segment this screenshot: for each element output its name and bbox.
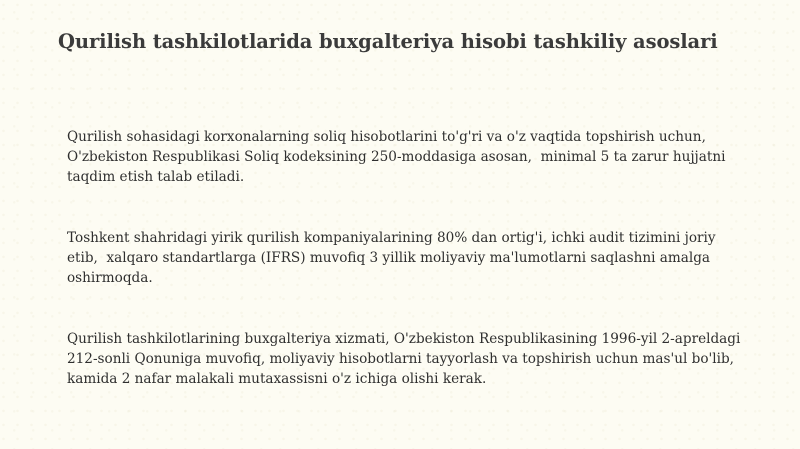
paragraph-soliq-hisobotlari <box>67 127 767 187</box>
paragraph-line: kamida 2 nafar malakali mutaxassisni o'z ichiga olishi kerak. <box>67 371 487 387</box>
paragraph-line: oshirmoqda. <box>67 270 153 286</box>
paragraph-buxgalteriya-xizmati <box>67 329 767 389</box>
paragraph-line: Qurilish sohasidagi korxonalarning soliq hisobotlarini to'g'ri va o'z vaqtida topshirish uchun, <box>67 129 706 145</box>
paragraph-ichki-audit <box>67 228 767 288</box>
paragraph-line: 212-sonli Qonuniga muvofiq, moliyaviy hisobotlarni tayyorlash va topshirish uchun mas'ul bo'lib, <box>67 351 734 367</box>
paragraph-line: etib, xalqaro standartlarga (IFRS) muvofiq 3 yillik moliyaviy ma'lumotlarni saqlashni amalga <box>67 250 711 266</box>
slide-title: Qurilish tashkilotlarida buxgalteriya hisobi tashkiliy asoslari <box>58 30 718 53</box>
paragraph-line: O'zbekiston Respublikasi Soliq kodeksining 250-moddasiga asosan, minimal 5 ta zarur hujjatni <box>67 149 726 165</box>
paragraph-line: taqdim etish talab etiladi. <box>67 169 245 185</box>
paragraph-line: Toshkent shahridagi yirik qurilish kompaniyalarining 80% dan ortig'i, ichki audit tizimini joriy <box>67 230 716 246</box>
paragraph-line: Qurilish tashkilotlarining buxgalteriya xizmati, O'zbekiston Respublikasining 1996-yil 2-apreldagi <box>67 331 741 347</box>
